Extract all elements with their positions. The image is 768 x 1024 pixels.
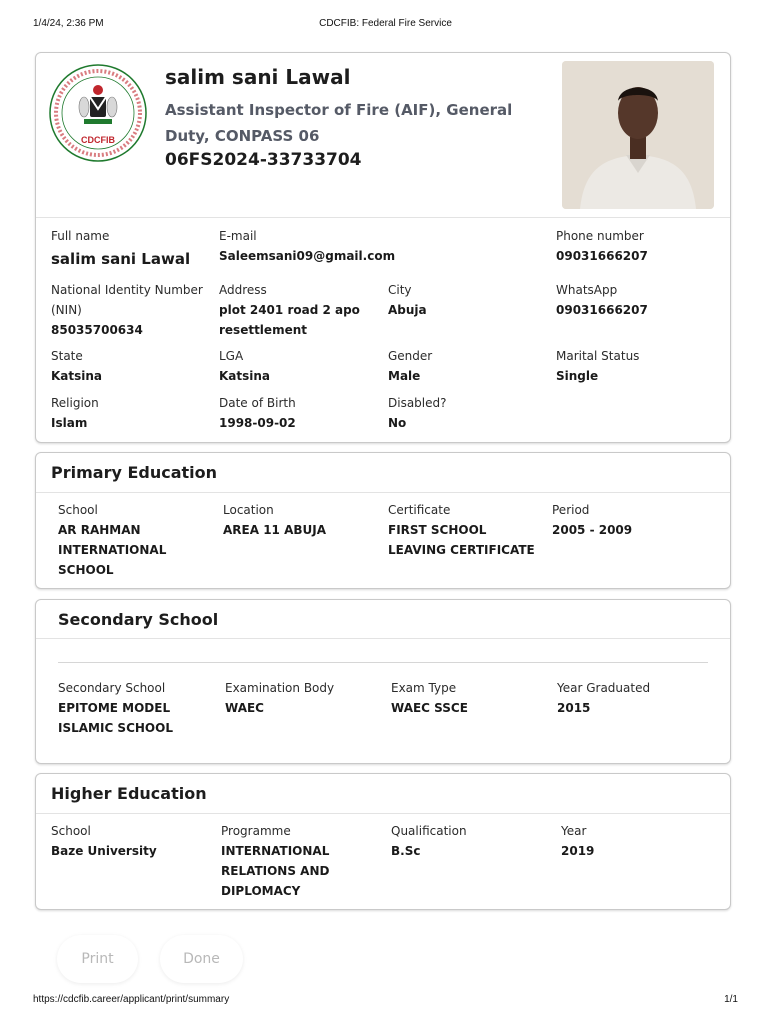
- primary-certificate-label: Certificate: [388, 503, 451, 517]
- qualification-label: Qualification: [391, 824, 467, 838]
- done-button[interactable]: Done: [160, 935, 243, 983]
- dob-label: Date of Birth: [219, 396, 296, 410]
- print-page-title: CDCFIB: Federal Fire Service: [319, 18, 452, 29]
- programme-value: INTERNATIONAL RELATIONS AND DIPLOMACY: [221, 844, 330, 898]
- religion-label: Religion: [51, 396, 99, 410]
- higher-year-field: [561, 821, 711, 861]
- qualification-field: [391, 821, 541, 861]
- print-header: [33, 18, 738, 32]
- secondary-school-field: [58, 678, 208, 738]
- secondary-school-card: [35, 599, 731, 764]
- religion-value: Islam: [51, 416, 88, 430]
- primary-divider: [36, 492, 730, 493]
- secondary-school-label: Secondary School: [58, 681, 166, 695]
- primary-education-title: Primary Education: [51, 463, 218, 482]
- primary-certificate-field: [388, 500, 548, 560]
- state-field: [51, 346, 201, 386]
- print-page-number: 1/1: [724, 994, 738, 1005]
- year-graduated-value: 2015: [557, 701, 591, 715]
- primary-period-label: Period: [552, 503, 590, 517]
- state-label: State: [51, 349, 83, 363]
- print-footer: [33, 994, 738, 1008]
- exam-type-field: [391, 678, 541, 718]
- full-name-field: [51, 226, 211, 272]
- address-label: Address: [219, 283, 267, 297]
- primary-certificate-value: FIRST SCHOOL LEAVING CERTIFICATE: [388, 523, 535, 557]
- whatsapp-label: WhatsApp: [556, 283, 618, 297]
- dob-value: 1998-09-02: [219, 416, 296, 430]
- dob-field: [219, 393, 369, 433]
- primary-education-card: [35, 452, 731, 589]
- phone-value: 09031666207: [556, 249, 648, 263]
- higher-year-label: Year: [561, 824, 587, 838]
- disabled-label: Disabled?: [388, 396, 447, 410]
- higher-school-value: Baze University: [51, 844, 157, 858]
- disabled-value: No: [388, 416, 407, 430]
- gender-label: Gender: [388, 349, 433, 363]
- applicant-photo: [562, 61, 714, 209]
- whatsapp-field: [556, 280, 716, 320]
- secondary-divider: [36, 638, 730, 639]
- secondary-school-value: EPITOME MODEL ISLAMIC SCHOOL: [58, 701, 173, 735]
- secondary-inner-divider: [58, 662, 708, 663]
- nin-field: [51, 280, 216, 340]
- city-value: Abuja: [388, 303, 427, 317]
- primary-location-field: [223, 500, 373, 540]
- city-field: [388, 280, 538, 320]
- email-value: Saleemsani09@gmail.com: [219, 249, 396, 263]
- exam-body-value: WAEC: [225, 701, 264, 715]
- higher-education-card: [35, 773, 731, 910]
- marital-field: [556, 346, 716, 386]
- religion-field: [51, 393, 201, 433]
- nin-value: 85035700634: [51, 323, 143, 337]
- print-button[interactable]: Print: [57, 935, 138, 983]
- applicant-rank: Assistant Inspector of Fire (AIF), General Duty, CONPASS 06: [165, 101, 513, 145]
- profile-divider: [36, 217, 730, 218]
- lga-value: Katsina: [219, 369, 271, 383]
- higher-education-title: Higher Education: [51, 784, 207, 803]
- marital-value: Single: [556, 369, 599, 383]
- city-label: City: [388, 283, 412, 297]
- year-graduated-label: Year Graduated: [557, 681, 651, 695]
- primary-location-label: Location: [223, 503, 274, 517]
- primary-school-label: School: [58, 503, 98, 517]
- primary-location-value: AREA 11 ABUJA: [223, 523, 326, 537]
- secondary-school-title: Secondary School: [58, 610, 219, 629]
- lga-label: LGA: [219, 349, 244, 363]
- address-value: plot 2401 road 2 apo resettlement: [219, 303, 360, 337]
- disabled-field: [388, 393, 538, 433]
- primary-period-value: 2005 - 2009: [552, 523, 633, 537]
- nin-label: National Identity Number (NIN): [51, 283, 203, 317]
- marital-label: Marital Status: [556, 349, 640, 363]
- profile-card: [35, 52, 731, 443]
- programme-field: [221, 821, 361, 901]
- gender-field: [388, 346, 538, 386]
- qualification-value: B.Sc: [391, 844, 421, 858]
- programme-label: Programme: [221, 824, 291, 838]
- address-field: [219, 280, 369, 340]
- primary-period-field: [552, 500, 712, 540]
- exam-body-label: Examination Body: [225, 681, 335, 695]
- higher-school-label: School: [51, 824, 91, 838]
- print-url: https://cdcfib.career/applicant/print/summary: [33, 994, 230, 1005]
- email-field: [219, 226, 539, 266]
- full-name-label: Full name: [51, 229, 110, 243]
- primary-school-field: [58, 500, 198, 580]
- primary-school-value: AR RAHMAN INTERNATIONAL SCHOOL: [58, 523, 167, 577]
- exam-type-label: Exam Type: [391, 681, 457, 695]
- applicant-name: salim sani Lawal: [165, 65, 351, 89]
- whatsapp-value: 09031666207: [556, 303, 648, 317]
- logo-text: CDCFIB: [81, 135, 115, 145]
- email-label: E-mail: [219, 229, 257, 243]
- phone-field: [556, 226, 716, 266]
- cdcfib-logo: [48, 63, 148, 163]
- application-id: 06FS2024-33733704: [165, 150, 362, 170]
- lga-field: [219, 346, 369, 386]
- phone-label: Phone number: [556, 229, 644, 243]
- higher-school-field: [51, 821, 201, 861]
- exam-body-field: [225, 678, 375, 718]
- gender-value: Male: [388, 369, 421, 383]
- year-graduated-field: [557, 678, 707, 718]
- exam-type-value: WAEC SSCE: [391, 701, 468, 715]
- print-datetime: 1/4/24, 2:36 PM: [33, 18, 104, 29]
- higher-divider: [36, 813, 730, 814]
- higher-year-value: 2019: [561, 844, 595, 858]
- full-name-value: salim sani Lawal: [51, 250, 191, 268]
- state-value: Katsina: [51, 369, 103, 383]
